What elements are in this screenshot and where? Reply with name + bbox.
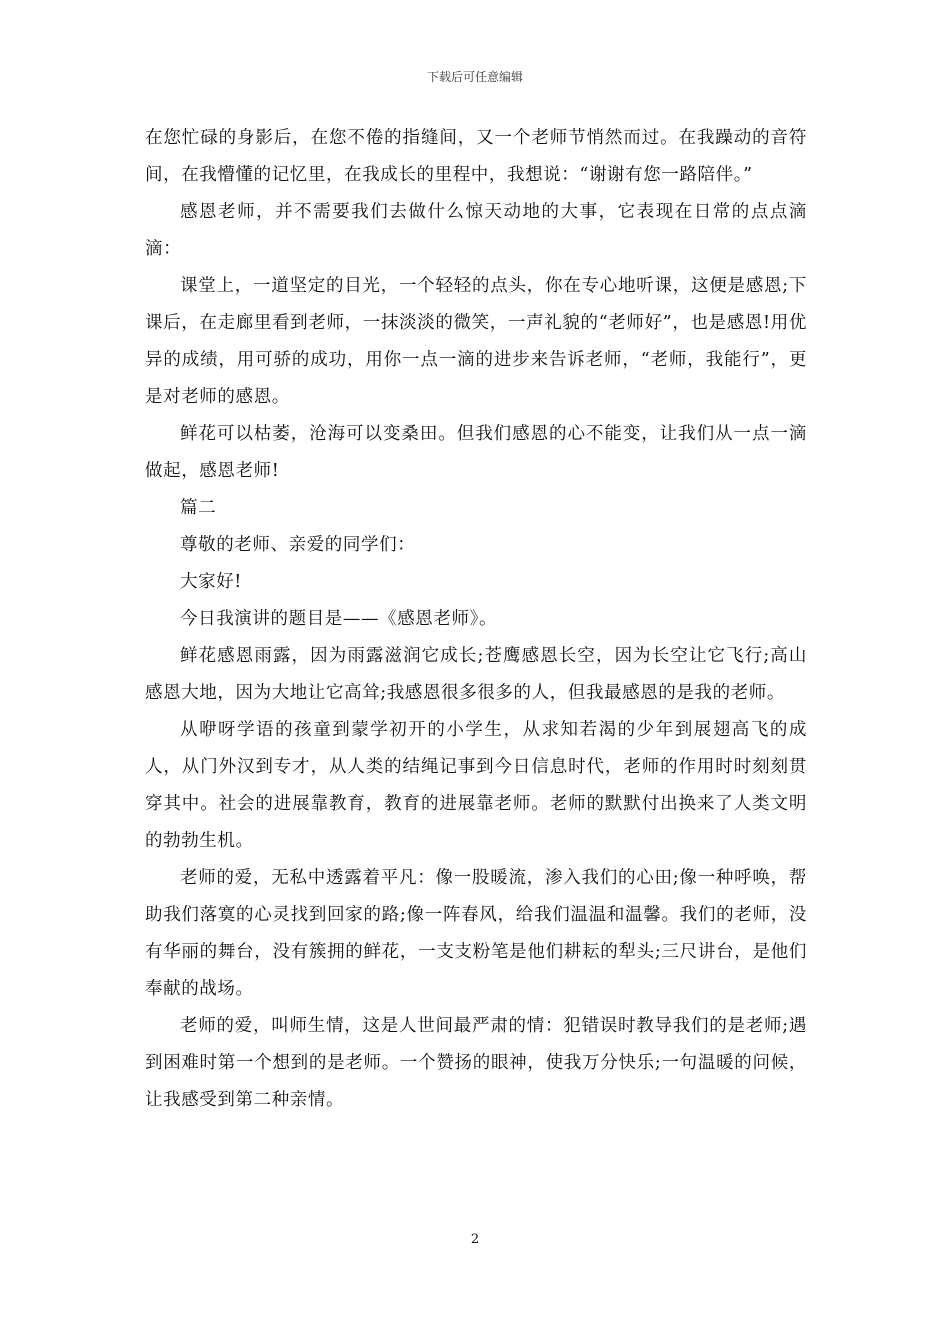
paragraph: 老师的爱，无私中透露着平凡：像一股暖流，渗入我们的心田;像一种呼唤，帮助我们落寞的心灵找到回家的路;像一阵春风，给我们温温和温馨。我们的老师，没有华丽的舞台，没有簇拥的鲜花，一支支粉笔是他们耕耘的犁头;三尺讲台，是他们奉献的战场。	[145, 868, 807, 999]
section-heading: 篇二	[180, 498, 217, 518]
paragraph: 感恩老师，并不需要我们去做什么惊天动地的大事，它表现在日常的点点滴滴：	[145, 202, 807, 259]
page-header: 下载后可任意编辑	[426, 70, 523, 84]
greeting: 大家好!	[180, 572, 242, 592]
paragraph: 鲜花可以枯萎，沧海可以变桑田。但我们感恩的心不能变，让我们从一点一滴做起，感恩老师!	[145, 424, 807, 481]
page-number: 2	[470, 1232, 480, 1247]
paragraph: 鲜花感恩雨露，因为雨露滋润它成长;苍鹰感恩长空，因为长空让它飞行;高山感恩大地，因为大地让它高耸;我感恩很多很多的人，但我最感恩的是我的老师。	[145, 646, 807, 703]
paragraph: 老师的爱，叫师生情，这是人世间最严肃的情：犯错误时教导我们的是老师;遇到困难时第一个想到的是老师。一个赞扬的眼神，使我万分快乐;一句温暖的问候，让我感受到第二种亲情。	[145, 1016, 807, 1110]
salutation: 尊敬的老师、亲爱的同学们：	[180, 535, 416, 555]
speech-title-line: 今日我演讲的题目是——《感恩老师》。	[180, 609, 498, 629]
paragraph: 在您忙碌的身影后，在您不倦的指缝间，又一个老师节悄然而过。在我躁动的音符间，在我懵懂的记忆里，在我成长的里程中，我想说：“谢谢有您一路陪伴。”	[145, 128, 807, 185]
paragraph: 从咿呀学语的孩童到蒙学初开的小学生，从求知若渴的少年到展翅高飞的成人，从门外汉到专才，从人类的结绳记事到今日信息时代，老师的作用时时刻刻贯穿其中。社会的进展靠教育，教育的进展靠老师。老师的默默付出换来了人类文明的勃勃生机。	[145, 720, 807, 851]
paragraph: 课堂上，一道坚定的目光，一个轻轻的点头，你在专心地听课，这便是感恩;下课后，在走廊里看到老师，一抹淡淡的微笑，一声礼貌的“老师好”，也是感恩!用优异的成绩，用可骄的成功，用你一点一滴的进步来告诉老师，“老师，我能行”，更是对老师的感恩。	[145, 276, 807, 407]
document-body	[145, 120, 807, 1119]
